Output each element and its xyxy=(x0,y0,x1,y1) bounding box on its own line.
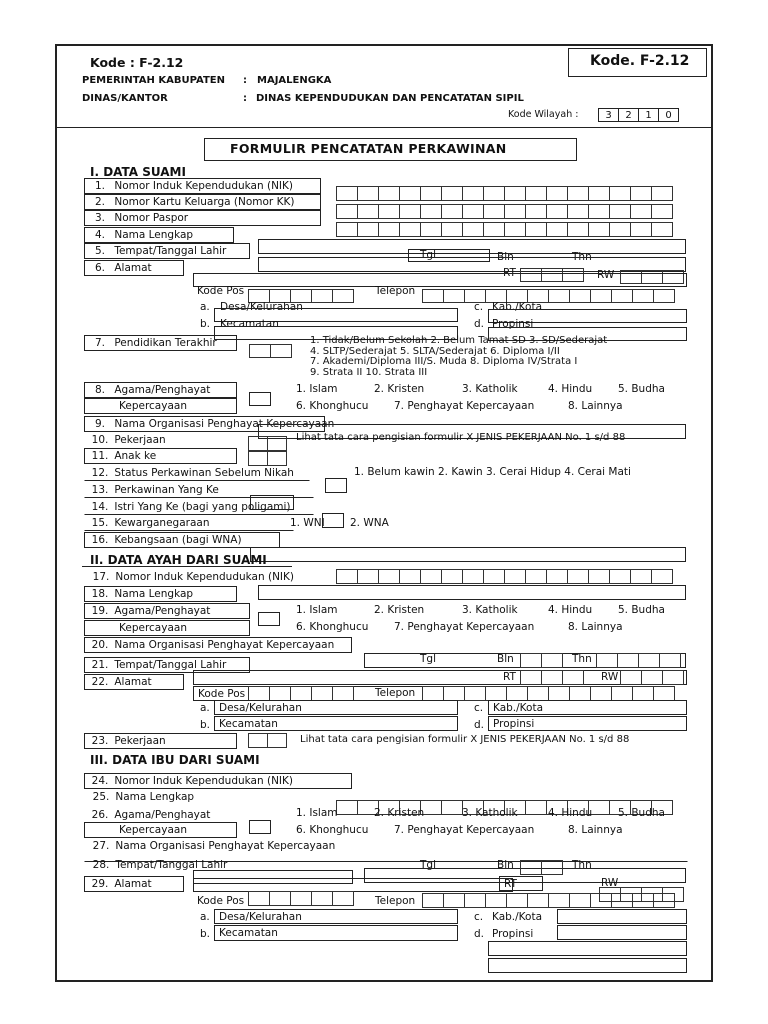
rt-label-box: RT xyxy=(499,876,543,891)
agama-option: 2. Kristen xyxy=(374,807,425,819)
thn-label: Thn xyxy=(572,251,592,263)
alamat-ibu-input[interactable] xyxy=(193,878,513,892)
letter-a: a. xyxy=(200,301,210,313)
field-row: 1. Nomor Induk Kependudukan (NIK) xyxy=(84,178,321,194)
letter-b: b. xyxy=(200,719,211,731)
telepon-boxes[interactable] xyxy=(422,893,674,908)
field-row: 26. Agama/Penghayat xyxy=(91,809,211,821)
desa-ayah-row[interactable]: Desa/Kelurahan xyxy=(214,700,458,715)
agama-ayah-code-box[interactable] xyxy=(258,612,280,626)
field-row: 27. Nama Organisasi Penghayat Kepercayaan xyxy=(92,840,336,852)
field-row: 16. Kebangsaan (bagi WNA) xyxy=(84,532,280,548)
telepon-boxes[interactable] xyxy=(422,289,674,303)
kepercayaan-label: Kepercayaan xyxy=(84,822,237,838)
agama-option: 2. Kristen xyxy=(374,383,425,395)
thn-label: Thn xyxy=(572,859,592,871)
field-row: 19. Agama/Penghayat xyxy=(84,603,250,619)
bln-label: Bln xyxy=(497,653,514,665)
kewarganegaraan-box[interactable] xyxy=(322,513,344,528)
telepon-boxes[interactable] xyxy=(422,686,674,701)
extra-line-1[interactable] xyxy=(488,941,687,956)
letter-c: c. xyxy=(474,301,484,313)
pendidikan-options-3: 7. Akademi/Diploma III/S. Muda 8. Diploma IV/Strata I xyxy=(310,356,578,367)
field-row: 22. Alamat xyxy=(84,674,184,690)
field-row: 4. Nama Lengkap xyxy=(84,227,234,243)
agama-option: 1. Islam xyxy=(296,604,338,616)
field-row: 2. Nomor Kartu Keluarga (Nomor KK) xyxy=(84,194,321,210)
thn-label: Thn xyxy=(572,653,592,665)
letter-a: a. xyxy=(200,702,210,714)
tgl-label: Tgl xyxy=(420,859,436,871)
agama-option: 2. Kristen xyxy=(374,604,425,616)
kode-pos-label: Kode Pos xyxy=(197,285,245,297)
agama-option: 5. Budha xyxy=(618,604,665,616)
agama-option: 1. Islam xyxy=(296,807,338,819)
agama-option: 7. Penghayat Kepercayaan xyxy=(394,400,535,412)
agama-option: 8. Lainnya xyxy=(568,824,623,836)
bln-boxes[interactable] xyxy=(520,653,562,668)
kecamatan-label: Kecamatan xyxy=(220,318,279,330)
field-row: 6. Alamat xyxy=(84,260,184,276)
pemerintah-label: PEMERINTAH KABUPATEN xyxy=(82,75,225,86)
agama-option: 4. Hindu xyxy=(548,604,593,616)
field-row: 29. Alamat xyxy=(84,876,184,892)
agama-option: 8. Lainnya xyxy=(568,621,623,633)
field-row: 23. Pekerjaan xyxy=(84,733,237,749)
rt-label: RT xyxy=(503,671,516,683)
agama-code-box[interactable] xyxy=(249,392,271,406)
section-underline xyxy=(82,566,292,567)
rw-label: RW xyxy=(601,671,619,683)
thn-boxes[interactable] xyxy=(596,653,680,668)
bln-boxes[interactable] xyxy=(520,860,562,875)
telepon-label: Telepon xyxy=(375,687,416,699)
colon: : xyxy=(243,93,247,104)
colon: : xyxy=(243,75,247,86)
desa-label: Desa/Kelurahan xyxy=(220,301,303,313)
pendidikan-code-boxes[interactable] xyxy=(249,344,291,358)
letter-d: d. xyxy=(474,719,485,731)
rw-label: RW xyxy=(601,877,619,889)
kode-wilayah-digit[interactable]: 1 xyxy=(638,108,659,122)
field-row: 21. Tempat/Tanggal Lahir xyxy=(84,657,250,673)
field-row: 24. Nomor Induk Kependudukan (NIK) xyxy=(84,773,352,789)
agama-option: 8. Lainnya xyxy=(568,400,623,412)
field-row: 13. Perkawinan Yang Ke xyxy=(84,482,314,498)
letter-d: d. xyxy=(474,318,485,330)
nama-ayah-input[interactable] xyxy=(258,585,686,600)
field-row: 7. Pendidikan Terakhir xyxy=(84,335,237,351)
pendidikan-options-1: 1. Tidak/Belum Sekolah 2. Belum Tamat SD 3. SD/Sederajat xyxy=(310,335,608,346)
tgl-label: Tgl xyxy=(420,653,436,665)
dinas-label: DINAS/KANTOR xyxy=(82,93,168,104)
telepon-label: Telepon xyxy=(375,895,416,907)
kepercayaan-label: Kepercayaan xyxy=(84,398,237,414)
pendidikan-options-2: 4. SLTP/Sederajat 5. SLTA/Sederajat 6. Diploma I/II xyxy=(310,346,560,357)
agama-option: 4. Hindu xyxy=(548,807,593,819)
field-row: 18. Nama Lengkap xyxy=(84,586,237,602)
pendidikan-options-4: 9. Strata II 10. Strata III xyxy=(310,367,428,378)
kab-ayah-row[interactable]: Kab./Kota xyxy=(488,700,687,715)
tgl-label: Tgl xyxy=(420,249,436,261)
kab-ibu-input[interactable] xyxy=(557,909,687,924)
propinsi-ayah-row[interactable]: Propinsi xyxy=(488,716,687,731)
field-row: 20. Nama Organisasi Penghayat Kepercayaan xyxy=(84,637,352,653)
agama-ibu-code-box[interactable] xyxy=(249,820,271,834)
rw-boxes[interactable] xyxy=(620,670,683,685)
header-divider xyxy=(55,127,713,128)
field-row: 8. Agama/Penghayat xyxy=(84,382,237,398)
kode-pos-boxes[interactable] xyxy=(248,891,353,906)
extra-line-2[interactable] xyxy=(488,958,687,973)
kebangsaan-input[interactable] xyxy=(250,547,686,562)
kecamatan-ayah-row[interactable]: Kecamatan xyxy=(214,716,458,731)
field-row: 15. Kewarganegaraan xyxy=(84,515,294,531)
agama-option: 6. Khonghucu xyxy=(296,400,369,412)
form-title: FORMULIR PENCATATAN PERKAWINAN xyxy=(230,141,507,156)
kode-wilayah-label: Kode Wilayah : xyxy=(508,109,579,120)
propinsi-ibu-input[interactable] xyxy=(557,925,687,940)
field-row: 12. Status Perkawinan Sebelum Nikah xyxy=(84,465,310,481)
wna-option: 2. WNA xyxy=(350,517,389,529)
rw-label: RW xyxy=(597,269,615,281)
agama-option: 3. Katholik xyxy=(462,807,518,819)
istri-ke-box[interactable] xyxy=(250,495,294,510)
kode-wilayah-digit[interactable]: 0 xyxy=(658,108,679,122)
field-row: 5. Tempat/Tanggal Lahir xyxy=(84,243,250,259)
status-options: 1. Belum kawin 2. Kawin 3. Cerai Hidup 4. Cerai Mati xyxy=(354,466,631,478)
pekerjaan-code-boxes[interactable] xyxy=(248,436,286,451)
letter-a: a. xyxy=(200,911,210,923)
kepercayaan-label: Kepercayaan xyxy=(84,620,250,636)
kode-pos-label: Kode Pos xyxy=(197,895,245,907)
kk-suami-boxes[interactable] xyxy=(336,204,672,219)
agama-option: 5. Budha xyxy=(618,383,665,395)
form-code-right: Kode. F-2.12 xyxy=(590,53,690,69)
section-title-suami: I. DATA SUAMI xyxy=(90,165,186,179)
dinas-value: DINAS KEPENDUDUKAN DAN PENCATATAN SIPIL xyxy=(256,93,524,104)
field-row: 3. Nomor Paspor xyxy=(84,210,321,226)
field-row: 28. Tempat/Tanggal Lahir xyxy=(92,859,228,871)
agama-option: 7. Penghayat Kepercayaan xyxy=(394,621,535,633)
propinsi-label: Propinsi xyxy=(492,318,534,330)
section-title-ibu: III. DATA IBU DARI SUAMI xyxy=(90,753,260,767)
pekerjaan-hint: Lihat tata cara pengisian formulir X JENIS PEKERJAAN No. 1 s/d 88 xyxy=(296,432,626,443)
kode-wilayah-digit[interactable]: 3 xyxy=(598,108,619,122)
agama-option: 6. Khonghucu xyxy=(296,824,369,836)
propinsi-label: Propinsi xyxy=(492,928,534,940)
bln-label: Bln xyxy=(497,251,514,263)
agama-option: 6. Khonghucu xyxy=(296,621,369,633)
field-row: 11. Anak ke xyxy=(84,448,237,464)
agama-option: 3. Katholik xyxy=(462,604,518,616)
pekerjaan-ayah-boxes[interactable] xyxy=(248,733,286,748)
letter-b: b. xyxy=(200,928,211,940)
agama-option: 3. Katholik xyxy=(462,383,518,395)
letter-b: b. xyxy=(200,318,211,330)
anak-ke-boxes[interactable] xyxy=(248,451,286,466)
field-row: 14. Istri Yang Ke (bagi yang poligami) xyxy=(84,499,314,515)
form-code-left: Kode : F-2.12 xyxy=(90,55,184,70)
kecamatan-ibu-row[interactable]: Kecamatan xyxy=(214,925,458,941)
kab-label: Kab./Kota xyxy=(492,301,543,313)
letter-c: c. xyxy=(474,911,484,923)
letter-c: c. xyxy=(474,702,484,714)
field-row: 9. Nama Organisasi Penghayat Kepercayaan xyxy=(84,416,325,432)
kab-label: Kab./Kota xyxy=(492,911,543,923)
agama-option: 7. Penghayat Kepercayaan xyxy=(394,824,535,836)
kode-pos-row: Kode Pos xyxy=(193,686,423,701)
perkawinan-ke-box[interactable] xyxy=(325,478,347,493)
agama-option: 5. Budha xyxy=(618,807,665,819)
desa-ibu-row[interactable]: Desa/Kelurahan xyxy=(214,909,458,924)
nik-ayah-boxes[interactable] xyxy=(336,569,672,584)
kode-pos-boxes[interactable] xyxy=(248,686,353,701)
telepon-label: Telepon xyxy=(375,285,416,297)
pemerintah-value: MAJALENGKA xyxy=(257,75,332,86)
kode-wilayah-digit[interactable]: 2 xyxy=(618,108,639,122)
kode-wilayah-boxes xyxy=(598,108,678,122)
letter-d: d. xyxy=(474,928,485,940)
pekerjaan-hint: Lihat tata cara pengisian formulir X JENIS PEKERJAAN No. 1 s/d 88 xyxy=(300,734,630,745)
paspor-suami-boxes[interactable] xyxy=(336,222,672,237)
agama-option: 4. Hindu xyxy=(548,383,593,395)
field-row: 17. Nomor Induk Kependudukan (NIK) xyxy=(92,571,295,583)
agama-option: 1. Islam xyxy=(296,383,338,395)
nik-suami-boxes[interactable] xyxy=(336,186,672,201)
alamat-line-2[interactable] xyxy=(193,273,687,287)
field-row: 10. Pekerjaan xyxy=(91,434,166,446)
field-row: 25. Nama Lengkap xyxy=(92,791,195,803)
rt-label: RT xyxy=(503,267,516,279)
bln-label: Bln xyxy=(497,859,514,871)
wni-option: 1. WNI xyxy=(290,517,325,529)
rt-boxes[interactable] xyxy=(520,670,583,685)
section-title-ayah: II. DATA AYAH DARI SUAMI xyxy=(90,553,267,567)
